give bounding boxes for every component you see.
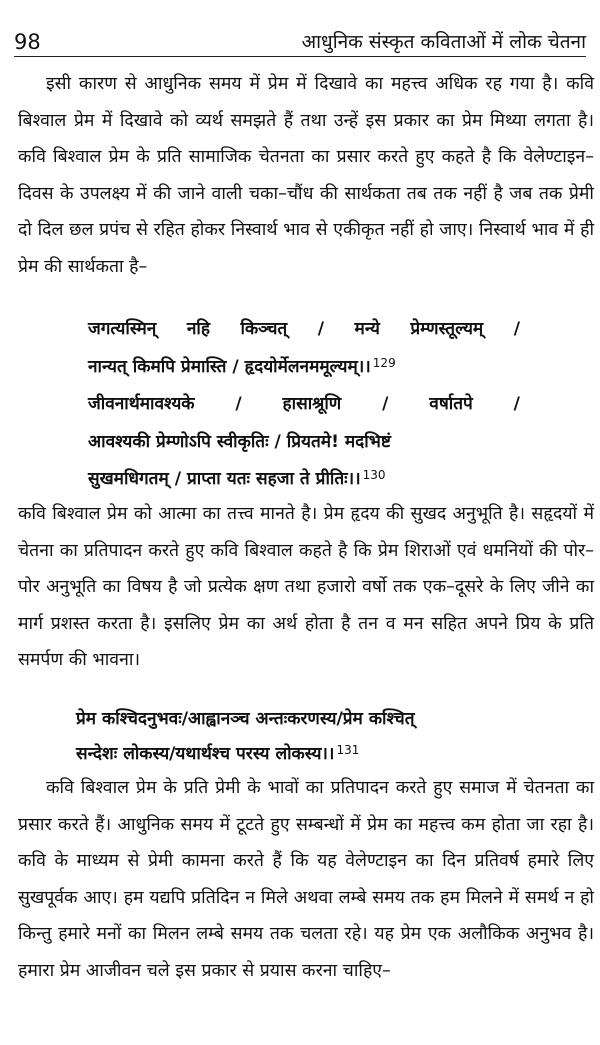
verse-block-2: [76, 702, 536, 772]
verse-word: किञ्चत्: [240, 319, 288, 339]
verse-text: सन्देशः लोकस्य/यथार्थश्च परस्य लोकस्य।।: [76, 744, 335, 764]
page-header: [14, 20, 586, 57]
verse1-line-2: [88, 349, 520, 387]
verse-word: नहि: [186, 319, 210, 339]
verse-word: वर्षातपे: [429, 394, 473, 414]
verse1-line-4: [88, 424, 520, 462]
verse-word: जगत्यस्मिन्: [88, 319, 157, 339]
paragraph-3: कवि बिश्वाल प्रेम के प्रति प्रेमी के भावों का प्रतिपादन करते हुए समाज में चेतनता का प्रसार करते हैं। आधुनिक समय में टूटते हुए सम्बन्धों में प्रेम का महत्त्व कम होता जा रहा है। कवि के माध्यम से प्रेमी कामना करते हैं कि यह वेलेण्टाइन का दिन प्रतिवर्ष हमारे लिए सुखपूर्वक आए। हम यद्यपि प्रतिदिन न मिले अथवा लम्बे समय तक हम मिलने में समर्थ न हो किन्तु हमारे मनों का मिलन लम्बे समय तक चलता रहे। यह प्रेम एक अलौकिक अनुभव है। हमारा प्रेम आजीवन चले इस प्रकार से प्रयास करना चाहिए–: [18, 778, 594, 981]
verse-separator: /: [235, 394, 242, 414]
verse1-line-1: [88, 311, 520, 349]
verse-word: हासाश्रूणि: [282, 394, 342, 414]
paragraph-2: कवि बिश्वाल प्रेम को आत्मा का तत्त्व मानते है। प्रेम हृदय की सुखद अनुभूति है। सहृदयों में चेतना का प्रतिपादन करते हुए कवि बिश्वाल कहते है कि प्रेम शिराओं एवं धमनियों की पोर–पोर अनुभूति का विषय है जो प्रत्येक क्षण तथा हजारो वर्षो तक एक–दूसरे के लिए जीने का मार्ग प्रशस्त करता है। इसलिए प्रेम का अर्थ होता है तन व मन सहित अपने प्रिय के प्रति समर्पण की भावना।: [18, 504, 594, 670]
verse-text: नान्यत् किमपि प्रेमास्ति / हृदयोर्मेलनममूल्यम्।।: [88, 356, 371, 377]
verse-block-1: [88, 311, 520, 499]
page-number: 98: [14, 30, 41, 54]
verse-word: प्रेम्णस्तूल्यम्: [410, 319, 484, 339]
verse-text: आवश्यकी प्रेम्णोऽपि स्वीकृतिः / प्रियतमे! मदभिष्टं: [88, 431, 391, 452]
verse2-line-2: [76, 737, 536, 772]
footnote-ref-131: 131: [336, 743, 360, 757]
verse-word: जीवनार्थमावश्यके: [88, 394, 195, 414]
running-title: आधुनिक संस्कृत कविताओं में लोक चेतना: [301, 31, 586, 53]
verse-word: मन्ये: [354, 319, 380, 339]
verse-separator: /: [513, 319, 520, 339]
verse1-line-5: [88, 461, 520, 499]
paragraph-1: इसी कारण से आधुनिक समय में प्रेम में दिखावे का महत्त्व अधिक रह गया है। कवि बिश्वाल प्रेम में दिखावे को व्यर्थ समझते हैं तथा उन्हें इस प्रकार का प्रेम मिथ्या लगता है। कवि बिश्वाल प्रेम के प्रति सामाजिक चेतनता का प्रसार करते हुए कहते है कि वेलेण्टाइन–दिवस के उपलक्ष्य में की जाने वाली चका–चौंध की सार्थकता तब तक नहीं है जब तक प्रेमी दो दिल छल प्रपंच से रहित होकर निस्वार्थ भाव से एकीकृत नहीं हो जाए। निस्वार्थ भाव में ही प्रेम की सार्थकता है–: [18, 74, 594, 277]
verse-separator: /: [513, 394, 520, 414]
footnote-ref-130: 130: [362, 468, 386, 482]
verse-separator: /: [382, 394, 389, 414]
verse-text: सुखमधिगतम् / प्राप्ता यतः सहजा ते प्रीतिः।।: [88, 469, 361, 489]
verse2-line-1: [76, 702, 536, 737]
verse-text: प्रेम कश्चिदनुभवः/आह्वानञ्च अन्तःकरणस्य/प्रेम कश्चित्: [76, 709, 415, 729]
verse1-line-3: [88, 386, 520, 424]
verse-separator: /: [317, 319, 325, 339]
footnote-ref-129: 129: [372, 355, 396, 370]
